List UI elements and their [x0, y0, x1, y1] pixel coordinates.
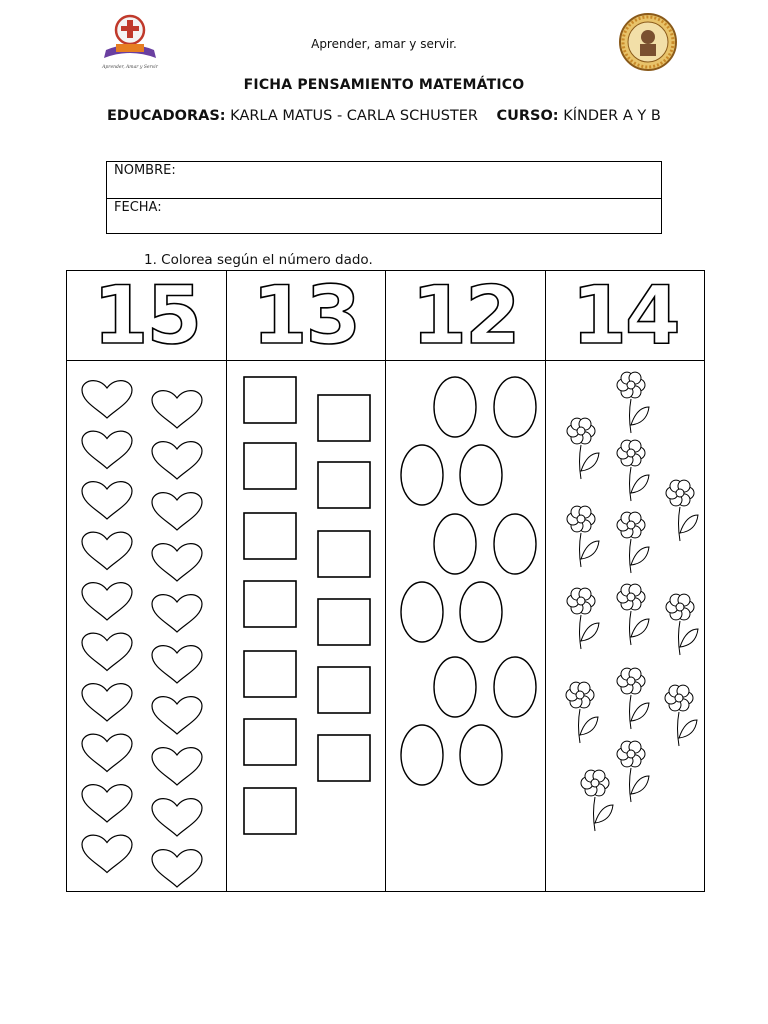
oval-shape[interactable]: [401, 445, 443, 505]
flower-leaf[interactable]: [631, 407, 649, 425]
educators-label: EDUCADORAS:: [107, 108, 226, 124]
flower-center[interactable]: [676, 489, 684, 497]
exercise-instruction: 1. Colorea según el número dado.: [144, 252, 373, 268]
flower-stem[interactable]: [630, 399, 632, 433]
heart-shape[interactable]: [82, 583, 132, 620]
flower-stem[interactable]: [580, 445, 582, 479]
school-seal-logo: [616, 12, 680, 72]
oval-shape[interactable]: [494, 377, 536, 437]
flower-leaf[interactable]: [580, 717, 598, 735]
heart-shape[interactable]: [152, 544, 202, 581]
flower-stem[interactable]: [679, 621, 681, 655]
crest-motto: Aprender, Amar y Servir: [102, 65, 158, 70]
school-seal-icon: [616, 12, 680, 72]
number-cell-12: [385, 268, 545, 362]
student-info-box: [106, 161, 662, 234]
number-label: 15: [92, 268, 201, 362]
square-shape[interactable]: [244, 788, 296, 834]
number-label: 14: [571, 268, 679, 362]
flower-stem[interactable]: [630, 611, 632, 645]
heart-shape[interactable]: [82, 381, 132, 418]
heart-shape[interactable]: [152, 697, 202, 734]
flower-leaf[interactable]: [631, 703, 649, 721]
school-motto: Aprender, amar y servir.: [311, 37, 457, 51]
oval-shape[interactable]: [401, 725, 443, 785]
flower-leaf[interactable]: [631, 776, 649, 794]
flower-leaf[interactable]: [680, 515, 698, 533]
educators-value: KARLA MATUS - CARLA SCHUSTER: [225, 108, 483, 124]
flower-center[interactable]: [627, 677, 635, 685]
flower-leaf[interactable]: [581, 541, 599, 559]
heart-shape[interactable]: [152, 391, 202, 428]
oval-shape[interactable]: [494, 657, 536, 717]
square-shape[interactable]: [318, 462, 370, 508]
number-cell-14: [545, 268, 705, 362]
flower-center[interactable]: [676, 603, 684, 611]
flower-stem[interactable]: [579, 709, 581, 743]
flower-center[interactable]: [627, 750, 635, 758]
course-label: CURSO:: [496, 108, 559, 124]
number-label: 13: [251, 268, 360, 362]
heart-shape[interactable]: [152, 748, 202, 785]
square-shape[interactable]: [318, 531, 370, 577]
heart-shape[interactable]: [82, 633, 132, 670]
square-shape[interactable]: [244, 377, 296, 423]
heart-shape[interactable]: [82, 734, 132, 771]
oval-shape[interactable]: [460, 582, 502, 642]
course-value: KÍNDER A Y B: [558, 108, 661, 124]
flower-stem[interactable]: [594, 797, 596, 831]
flower-center[interactable]: [577, 515, 585, 523]
coloring-grid: [66, 270, 705, 892]
name-field[interactable]: [107, 162, 661, 198]
heart-shape[interactable]: [82, 785, 132, 822]
oval-shape[interactable]: [460, 445, 502, 505]
square-shape[interactable]: [244, 581, 296, 627]
educators-line: [107, 107, 667, 125]
heart-shape[interactable]: [152, 850, 202, 887]
square-shape[interactable]: [244, 651, 296, 697]
flower-center[interactable]: [627, 593, 635, 601]
flower-center[interactable]: [627, 449, 635, 457]
flower-stem[interactable]: [630, 768, 632, 802]
flower-leaf[interactable]: [680, 629, 698, 647]
number-label: 12: [411, 268, 519, 362]
flower-stem[interactable]: [580, 533, 582, 567]
flower-stem[interactable]: [630, 539, 632, 573]
oval-shape[interactable]: [434, 657, 476, 717]
flower-leaf[interactable]: [631, 619, 649, 637]
flower-stem[interactable]: [630, 467, 632, 501]
number-cell-13: [226, 268, 385, 362]
square-shape[interactable]: [244, 443, 296, 489]
date-field[interactable]: [107, 198, 661, 234]
flower-center[interactable]: [577, 427, 585, 435]
shapes-area: [67, 361, 706, 891]
date-label: FECHA:: [114, 200, 162, 215]
heart-shape[interactable]: [82, 431, 132, 468]
worksheet-title: FICHA PENSAMIENTO MATEMÁTICO: [243, 77, 525, 93]
heart-shape[interactable]: [152, 493, 202, 530]
square-shape[interactable]: [318, 395, 370, 441]
flower-center[interactable]: [577, 597, 585, 605]
flower-stem[interactable]: [678, 712, 680, 746]
flower-center[interactable]: [627, 381, 635, 389]
heart-shape[interactable]: [82, 482, 132, 519]
flower-leaf[interactable]: [581, 453, 599, 471]
flower-leaf[interactable]: [631, 547, 649, 565]
flower-leaf[interactable]: [631, 475, 649, 493]
heart-shape[interactable]: [152, 442, 202, 479]
heart-shape[interactable]: [152, 595, 202, 632]
flower-stem[interactable]: [630, 695, 632, 729]
square-shape[interactable]: [318, 667, 370, 713]
flower-leaf[interactable]: [581, 623, 599, 641]
flower-leaf[interactable]: [679, 720, 697, 738]
heart-shape[interactable]: [82, 532, 132, 569]
heart-shape[interactable]: [152, 799, 202, 836]
oval-shape[interactable]: [401, 582, 443, 642]
heart-shape[interactable]: [82, 835, 132, 872]
flower-center[interactable]: [675, 694, 683, 702]
flower-center[interactable]: [576, 691, 584, 699]
heart-shape[interactable]: [82, 684, 132, 721]
heart-shape[interactable]: [152, 646, 202, 683]
flower-stem[interactable]: [580, 615, 582, 649]
square-shape[interactable]: [244, 513, 296, 559]
square-shape[interactable]: [318, 599, 370, 645]
oval-shape[interactable]: [494, 514, 536, 574]
name-label: NOMBRE:: [114, 163, 176, 178]
flower-center[interactable]: [591, 779, 599, 787]
square-shape[interactable]: [244, 719, 296, 765]
oval-shape[interactable]: [434, 514, 476, 574]
shapes-canvas: [67, 361, 706, 891]
oval-shape[interactable]: [460, 725, 502, 785]
flower-center[interactable]: [627, 521, 635, 529]
flower-leaf[interactable]: [595, 805, 613, 823]
square-shape[interactable]: [318, 735, 370, 781]
number-cell-15: [67, 268, 226, 362]
flower-stem[interactable]: [679, 507, 681, 541]
oval-shape[interactable]: [434, 377, 476, 437]
